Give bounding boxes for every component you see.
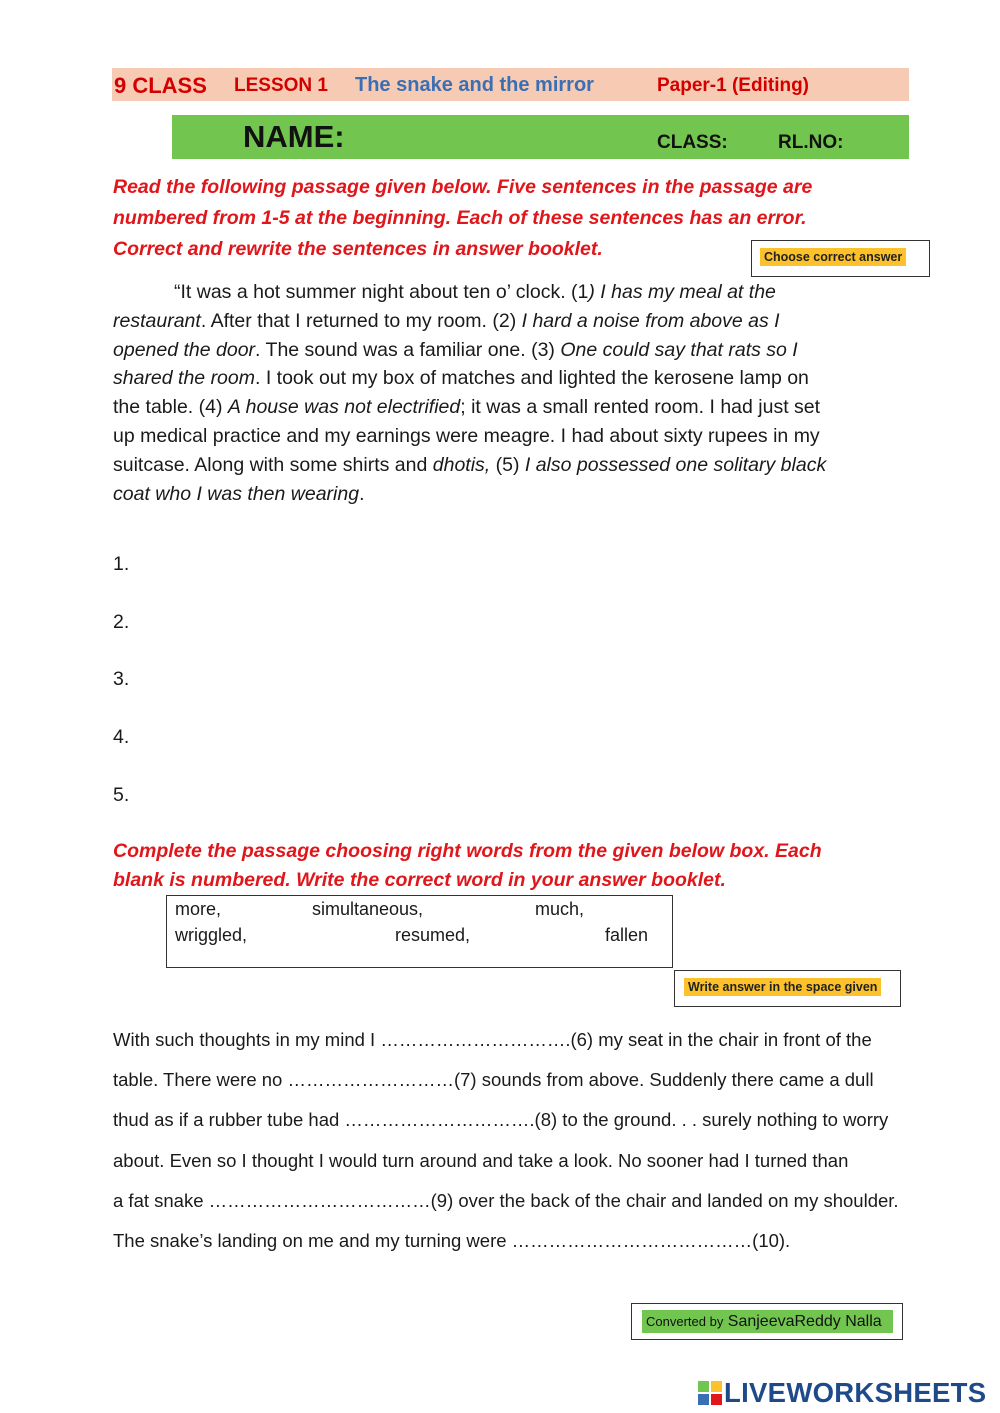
passage-line: suitcase. Along with some shirts and dhotis, (5) I also possessed one solitary black <box>113 453 827 476</box>
passage-line: The snake’s landing on me and my turning were …………………………………(10). <box>113 1230 791 1252</box>
instruction-line: numbered from 1-5 at the beginning. Each of these sentences has an error. <box>113 207 807 229</box>
word-bank-item: simultaneous, <box>312 899 424 919</box>
passage-line: With such thoughts in my mind I ………………………….(6) my seat in the chair in front of the <box>113 1029 872 1050</box>
answer-number-5: 5. <box>113 784 130 806</box>
word-bank-item: much, <box>535 899 585 919</box>
passage-line: the table. (4) A house was not electrified; it was a small rented room. I had just set <box>113 396 821 419</box>
word-bank-item: resumed, <box>395 925 471 945</box>
credit-label <box>642 1310 893 1333</box>
lesson-title: The snake and the mirror <box>355 74 594 96</box>
answer-number-2: 2. <box>113 611 130 633</box>
instruction-line: Read the following passage given below. Five sentences in the passage are <box>113 176 813 198</box>
instruction-line: Correct and rewrite the sentences in answer booklet. <box>113 238 603 260</box>
paper-heading: Paper-1 (Editing) <box>657 75 810 96</box>
instruction-line: Complete the passage choosing right words from the given below box. Each <box>113 840 822 862</box>
answer-number-3: 3. <box>113 668 130 690</box>
word-bank-item: more, <box>175 899 222 919</box>
word-bank-item: fallen <box>605 925 649 945</box>
instruction-line: blank is numbered. Write the correct word in your answer booklet. <box>113 869 726 891</box>
answer-number-4: 4. <box>113 726 130 748</box>
hint-label: Choose correct answer <box>760 248 906 266</box>
roll-number-label: RL.NO: <box>778 132 844 153</box>
passage-line: about. Even so I thought I would turn around and take a look. No sooner had I turned than <box>113 1149 849 1171</box>
fill-blanks-passage <box>113 1020 913 1261</box>
liveworksheets-logo-icon <box>698 1381 722 1405</box>
passage-line: opened the door. The sound was a familiar one. (3) One could say that rats so I <box>113 338 798 361</box>
hint-box-write-answer <box>674 970 901 1007</box>
header-bar <box>112 68 909 101</box>
hint-label: Write answer in the space given <box>684 978 881 996</box>
answer-number-1: 1. <box>113 553 130 575</box>
credit-prefix: Converted by <box>646 1314 724 1329</box>
credit-author: SanjeevaReddy Nalla <box>727 1313 882 1330</box>
class-heading: 9 CLASS <box>114 73 207 98</box>
passage-line: “It was a hot summer night about ten o’ clock. (1) I has my meal at the <box>174 281 776 303</box>
passage-line: a fat snake ………………………………(9) over the back of the chair and landed on my shoulder. <box>113 1189 899 1211</box>
class-label: CLASS: <box>657 132 728 153</box>
passage-line: thud as if a rubber tube had ………………………….(8) to the ground. . . surely nothing to worry <box>113 1109 889 1131</box>
name-label: NAME: <box>243 119 345 154</box>
passage-line: shared the room. I took out my box of matches and lighted the kerosene lamp on <box>113 367 809 390</box>
passage-line: restaurant. After that I returned to my room. (2) I hard a noise from above as I <box>113 309 780 332</box>
word-bank-item: wriggled, <box>175 925 248 945</box>
hint-box-choose-answer <box>751 240 930 277</box>
credit-box <box>631 1303 903 1340</box>
brand-name: LIVEWORKSHEETS <box>724 1377 987 1408</box>
section2-instructions <box>113 837 873 895</box>
student-info-bar <box>172 115 909 159</box>
editing-passage <box>113 278 913 508</box>
passage-line: table. There were no ………………………(7) sounds from above. Suddenly there came a dull <box>113 1069 874 1091</box>
lesson-heading: LESSON 1 <box>234 75 328 96</box>
word-bank-box <box>166 895 673 968</box>
passage-line: coat who I was then wearing. <box>113 482 365 505</box>
passage-line: up medical practice and my earnings were meagre. I had about sixty rupees in my <box>113 424 820 447</box>
